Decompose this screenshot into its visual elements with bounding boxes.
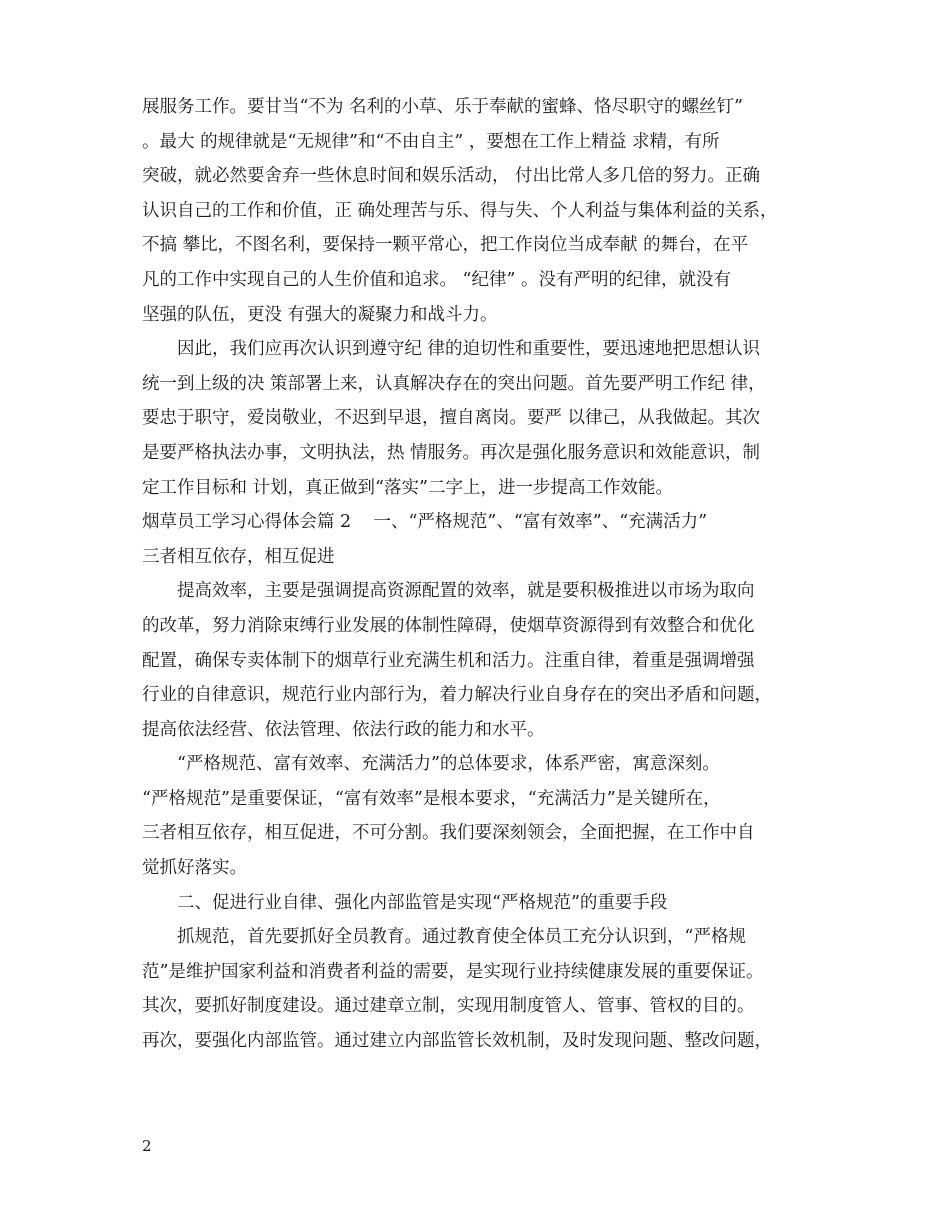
text-line: 统一到上级的决 策部署上来，认真解决存在的突出问题。首先要严明工作纪 律，: [142, 373, 766, 394]
text-line: 凡的工作中实现自己的人生价值和追求。 “纪律” 。没有严明的纪律，就没有: [142, 269, 732, 290]
text-line: 提高依法经营、依法管理、依法行政的能力和水平。: [142, 719, 545, 740]
text-line: 。最大 的规律就是“无规律”和“不由自主” ，要想在工作上精益 求精，有所: [142, 131, 720, 152]
text-line: 因此，我们应再次认识到遵守纪 律的迫切性和重要性，要迅速地把思想认识: [177, 339, 761, 360]
text-line: 展服务工作。要甘当“不为 名利的小草、乐于奉献的蜜蜂、恪尽职守的螺丝钉”: [142, 97, 743, 117]
text-line: 三者相互依存，相互促进: [142, 546, 335, 567]
text-line: 烟草员工学习心得体会篇 2 一、“严格规范”、“富有效率”、“充满活力”: [142, 512, 708, 533]
text-line: 抓规范，首先要抓好全员教育。通过教育使全体员工充分认识到，“严格规: [177, 927, 746, 948]
text-line: 突破，就必然要舍弃一些休息时间和娱乐活动， 付出比常人多几倍的努力。正确: [142, 166, 761, 187]
text-line: 其次，要抓好制度建设。通过建章立制，实现用制度管人、管事、管权的目的。: [142, 996, 755, 1017]
text-line: “严格规范、富有效率、充满活力”的总体要求，体系严密，寓意深刻。: [177, 754, 720, 775]
text-line: 觉抓好落实。: [142, 858, 247, 879]
text-line: 坚强的队伍，更没 有强大的凝聚力和战斗力。: [142, 304, 498, 325]
text-line: 三者相互依存，相互促进，不可分割。我们要深刻领会，全面把握，在工作中自: [142, 823, 755, 844]
text-line: 认识自己的工作和价值，正 确处理苦与乐、得与失、个人利益与集体利益的关系，: [142, 200, 778, 221]
text-line: 二、促进行业自律、强化内部监管是实现“严格规范”的重要手段: [177, 892, 668, 913]
text-line: 不搞 攀比，不图名利，要保持一颗平常心，把工作岗位当成奉献 的舞台，在平: [142, 235, 749, 256]
text-line: 的改革，努力消除束缚行业发展的体制性障碍，使烟草资源得到有效整合和优化: [142, 615, 755, 636]
text-line: 定工作目标和 计划，真正做到“落实”二字上，进一步提高工作效能。: [142, 477, 673, 498]
body-text: [142, 90, 814, 1059]
text-line: 范”是维护国家利益和消费者利益的需要，是实现行业持续健康发展的重要保证。: [142, 961, 764, 982]
page-number: 2: [142, 1137, 152, 1155]
text-line: 要忠于职守，爱岗敬业，不迟到早退，擅自离岗。要严 以律己，从我做起。其次: [142, 408, 761, 429]
text-line: “严格规范”是重要保证，“富有效率”是根本要求，“充满活力”是关键所在，: [142, 788, 721, 809]
text-line: 是要严格执法办事，文明执法，热 情服务。再次是强化服务意识和效能意识，制: [142, 442, 761, 463]
text-line: 行业的自律意识，规范行业内部行为，着力解决行业自身存在的突出矛盾和问题，: [142, 685, 772, 706]
text-line: 再次，要强化内部监管。通过建立内部监管长效机制，及时发现问题、整改问题，: [142, 1031, 772, 1052]
text-line: 提高效率，主要是强调提高资源配置的效率，就是要积极推进以市场为取向: [177, 581, 755, 602]
text-line: 配置，确保专卖体制下的烟草行业充满生机和活力。注重自律，着重是强调增强: [142, 650, 755, 671]
